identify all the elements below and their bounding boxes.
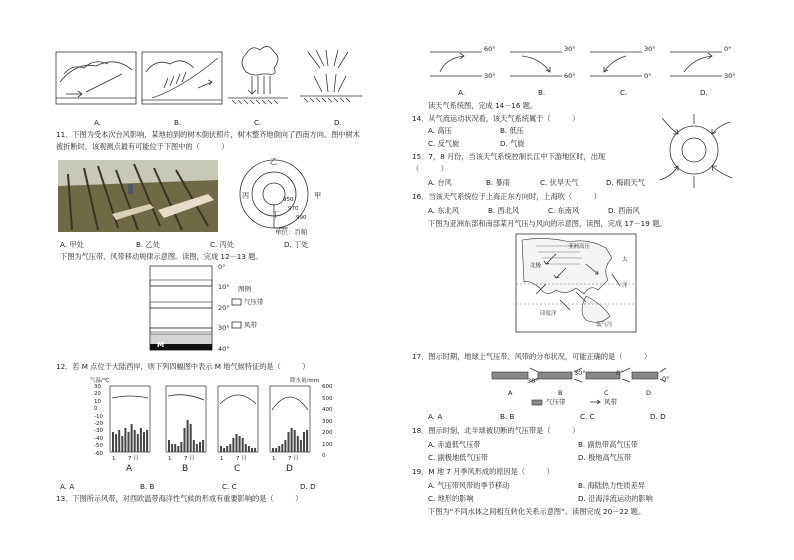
legend-pressure-swatch	[232, 299, 242, 306]
climate-panel	[110, 386, 150, 452]
wind-b-lat-top: 30°	[564, 45, 576, 53]
precip-bar	[168, 440, 170, 452]
q16-option-c[interactable]: C. 东南风	[548, 206, 580, 215]
precip-bar	[121, 436, 123, 452]
isobar-value-970: 970	[288, 206, 299, 212]
precip-bar	[193, 440, 195, 452]
belt-lat-10: 10°	[218, 283, 230, 291]
precip-bar	[242, 438, 244, 452]
temp-tick: 30	[94, 384, 101, 390]
temp-tick: 0	[94, 406, 98, 413]
q15-option-d[interactable]: D. 梅雨天气	[606, 178, 645, 187]
isobar-value-950: 950	[283, 197, 294, 203]
wind-c-lat-bottom: 0°	[644, 72, 652, 80]
top-option-d[interactable]: D.	[700, 88, 708, 97]
temp-tick: 20	[94, 391, 101, 398]
precip-bar	[229, 444, 231, 452]
q11-text-line1: 11．下图为受本次台风影响，某地拍到的树木倒伏照片，树木整齐地倒向了西南方向。图中树木	[56, 130, 360, 139]
temperature-curve	[168, 395, 204, 400]
precip-bar	[275, 448, 277, 452]
map-label-pacific: 太	[622, 257, 628, 263]
q18-option-a[interactable]: A. 赤道低气压带	[428, 440, 481, 449]
precip-tick: 400	[322, 407, 333, 413]
precip-tick: 200	[322, 430, 333, 436]
month-tick: 1	[168, 456, 172, 462]
q15-blank: （ ）	[412, 164, 448, 173]
precip-bar	[118, 430, 120, 452]
q10-option-d[interactable]: D.	[334, 118, 342, 127]
precip-bar	[248, 446, 250, 452]
precip-bar	[254, 448, 256, 452]
q14-option-b[interactable]: B. 低压	[500, 126, 524, 135]
precip-bar	[284, 440, 286, 452]
precip-bar	[146, 430, 148, 452]
precip-bar	[131, 424, 133, 452]
map-label-indian-ocean: 印度洋	[540, 311, 557, 317]
wind-a-lat-top: 60°	[484, 45, 496, 53]
temperature-curve	[220, 395, 256, 404]
wind-d-lat-top: 0°	[724, 45, 732, 53]
precip-bar	[115, 434, 117, 452]
precip-bar	[303, 432, 305, 452]
precip-bar	[190, 424, 192, 452]
precip-tick: 600	[322, 384, 333, 390]
precip-tick: 300	[322, 418, 333, 425]
precip-bar	[202, 440, 204, 452]
q10-diagram-c	[228, 42, 288, 104]
q19-option-a[interactable]: A. 气压带风带的季节移动	[428, 481, 510, 490]
belt-lat-0: 0°	[218, 263, 226, 271]
belt-lat-40: 40°	[218, 345, 230, 353]
precip-bar	[196, 444, 198, 452]
fallen-trees-photo	[58, 160, 218, 232]
temp-tick: -50	[94, 443, 103, 450]
q10-option-a[interactable]: A.	[94, 118, 102, 127]
climate-ylabel-temp: 气温/℃	[90, 378, 110, 384]
map-label-high-pressure: 亚洲高压	[568, 244, 591, 250]
temp-tick: -10	[94, 413, 103, 420]
precip-bar	[291, 428, 293, 452]
precip-bar	[294, 430, 296, 452]
month-tick: 7 月	[236, 456, 247, 462]
belt-lat-20: 20°	[218, 304, 230, 312]
precip-bar	[187, 420, 189, 452]
precip-bar	[251, 448, 253, 452]
precip-bar	[137, 434, 139, 452]
q12-option-b[interactable]: B. B	[140, 482, 155, 491]
q19-option-d[interactable]: D. 沿海洋流运动的影响	[578, 494, 653, 503]
month-tick: 7 月	[288, 456, 299, 462]
q12-text: 12．若 M 点位于大陆西岸，则下列四幅图中表示 M 地气候特征的是（ ）	[56, 362, 310, 371]
q10-diagram-d	[300, 46, 362, 104]
q17-letter-b: B	[558, 389, 563, 397]
q12-option-c[interactable]: C. C	[222, 482, 237, 491]
precip-bar	[220, 446, 222, 452]
temp-tick: -40	[94, 435, 103, 442]
intro-17-19: 下图为亚洲东部和南部某月气压与风向的示意图，读图，完成 17－19 题。	[428, 219, 667, 228]
top-option-b[interactable]: B.	[538, 88, 546, 97]
month-tick: 1	[272, 456, 276, 462]
precip-bar	[140, 428, 142, 452]
isobar-label-ding: 丁	[272, 210, 280, 219]
precip-bar	[174, 444, 176, 452]
precip-bar	[171, 444, 173, 452]
legend-wind-label: 风带	[244, 321, 257, 329]
intro-12-13: 下图为气压带、风带移动规律示意图。读图，完成 12－13 题。	[60, 252, 263, 261]
wind-c-lat-top: 30°	[644, 45, 656, 53]
q16-option-a[interactable]: A. 东北风	[428, 206, 459, 215]
isobar-label-jia: 甲	[314, 191, 322, 200]
intro-14-16: 读天气系统图，完成 14－16 题。	[428, 101, 538, 110]
q10-diagram-a	[56, 52, 136, 104]
q19-text: 19．M 地 7 月季风形成的原因是（ ）	[412, 467, 554, 476]
cyclone-system-diagram	[656, 110, 736, 192]
q11-option-a[interactable]: A. 甲处	[60, 240, 84, 249]
top-option-a[interactable]: A.	[458, 88, 466, 97]
q11-option-c[interactable]: C. 丙处	[210, 240, 234, 249]
q10-diagram-b	[142, 52, 222, 104]
precip-tick: 100	[322, 441, 333, 448]
temperature-curve	[272, 397, 308, 410]
temperature-curve	[112, 396, 148, 398]
climate-chart-letter: D	[286, 464, 293, 474]
climate-chart-letter: A	[126, 464, 133, 474]
q17-letter-d: D	[646, 389, 652, 397]
intro-20-22: 下图为“不同水体之间相互转化关系示意图”。读图完成 20－22 题。	[428, 507, 646, 516]
precip-bar	[281, 444, 283, 452]
q18-option-d[interactable]: D. 极地高气压带	[578, 453, 632, 462]
q14-option-a[interactable]: A. 高压	[428, 126, 452, 135]
q12-option-a[interactable]: A. A	[60, 482, 75, 491]
isobar-label-yi: 乙	[270, 157, 278, 166]
q17-lat-0b: 0°	[662, 375, 670, 383]
q17-legend-wind: 风带	[604, 398, 617, 406]
q19-option-b[interactable]: B. 海陆热力性质差异	[578, 481, 646, 490]
temp-tick: 10	[94, 398, 101, 405]
precip-bar	[300, 440, 302, 452]
wind-d-lat-bottom: 30°	[724, 72, 736, 80]
q17-option-a[interactable]: A. A	[428, 412, 443, 421]
isobar-unit: 单位：百帕	[275, 228, 308, 236]
q17-letter-a: A	[508, 389, 513, 397]
q17-letter-c: C	[604, 389, 609, 397]
q13-text: 13．下图所示风带，对西欧温带海洋性气候的形成有重要影响的是（ ）	[56, 494, 303, 503]
legend-title: 图例	[238, 285, 251, 293]
q14-text: 14．从气流运动状况看，该天气系统属于（ ）	[412, 114, 580, 123]
precip-bar	[199, 442, 201, 452]
temp-tick: -30	[94, 428, 103, 435]
precip-bar	[184, 428, 186, 452]
q18-option-b[interactable]: B. 副热带高气压带	[578, 440, 638, 449]
q15-option-c[interactable]: C. 伏旱天气	[540, 178, 579, 187]
climate-ylabel-precip: 降水量/mm	[290, 378, 320, 384]
wind-a-lat-bottom: 30°	[484, 72, 496, 80]
q11-text-line2: 被折断时，该观测点最有可能位于下图中的（ ）	[56, 142, 229, 151]
precip-bar	[245, 444, 247, 452]
wind-belt-c	[590, 48, 646, 80]
isobar-value-990: 990	[296, 215, 307, 221]
q16-option-d[interactable]: D. 西南风	[608, 206, 640, 215]
month-tick: 1	[112, 456, 116, 462]
q17-option-c[interactable]: C. C	[580, 412, 595, 421]
legend-pressure-label: 气压带	[244, 298, 264, 306]
q19-option-c[interactable]: C. 地形的影响	[428, 494, 474, 503]
q15-text: 15．7，8 月份，当该天气系统控制长江中下游地区时，出现	[412, 152, 606, 161]
precip-bar	[306, 430, 308, 452]
month-tick: 1	[220, 456, 224, 462]
q15-option-a[interactable]: A. 台风	[428, 178, 452, 187]
q17-lat-30b: 30°	[574, 369, 586, 377]
precip-bar	[223, 448, 225, 452]
map-label-low-pressure: 低气压	[596, 322, 613, 328]
q18-option-c[interactable]: C. 副极地低气压带	[428, 453, 488, 462]
temp-tick: -20	[94, 421, 103, 427]
precip-bar	[226, 446, 228, 452]
belt-lat-30: 30°	[218, 324, 230, 332]
q14-option-c[interactable]: C. 反气旋	[428, 139, 460, 148]
q10-option-c[interactable]: C.	[254, 118, 262, 127]
q15-option-b[interactable]: B. 暴雨	[486, 178, 510, 187]
precip-bar	[272, 448, 274, 452]
precip-bar	[124, 428, 126, 452]
precip-bar	[232, 438, 234, 452]
q10-option-b[interactable]: B.	[174, 118, 182, 127]
q16-text: 16．当该天气系统位于上海正东方向时，上海吹（ ）	[412, 192, 601, 201]
map-label-north-pole: 北极	[530, 263, 542, 269]
climate-chart-letter: C	[234, 464, 241, 474]
precip-tick: 500	[322, 395, 333, 402]
precip-bar	[239, 436, 241, 452]
precip-bar	[128, 432, 130, 452]
wind-belt-d	[670, 48, 726, 80]
precip-bar	[297, 436, 299, 452]
precip-bar	[278, 446, 280, 452]
month-tick: 7 月	[128, 456, 139, 462]
q17-option-d[interactable]: D. D	[650, 412, 666, 421]
isobar-label-bing: 丙	[242, 191, 250, 200]
q12-option-d[interactable]: D. D	[300, 482, 316, 491]
precip-bar	[112, 432, 114, 452]
precip-bar	[236, 434, 238, 452]
belt-m-label: M	[157, 340, 165, 349]
q16-option-b[interactable]: B. 西北风	[488, 206, 520, 215]
map-label-ocean: 洋	[622, 283, 628, 289]
precip-bar	[143, 432, 145, 452]
climate-chart-letter: B	[182, 464, 189, 474]
q17-text: 17．图示时期，地球上气压带、风带的分布状况，可能正确的是（ ）	[412, 352, 652, 361]
q11-option-d[interactable]: D. 丁处	[284, 240, 309, 249]
q17-lat-0a: 0°	[616, 369, 624, 377]
legend-wind-swatch	[232, 322, 242, 329]
q17-option-b[interactable]: B. B	[500, 412, 515, 421]
month-tick: 7 月	[184, 456, 195, 462]
wind-b-lat-bottom: 60°	[564, 72, 576, 80]
top-option-c[interactable]: C.	[620, 88, 628, 97]
wind-belt-a	[430, 48, 486, 80]
climate-charts	[110, 386, 320, 458]
climate-panel	[166, 386, 206, 452]
precip-bar	[180, 442, 182, 452]
q11-option-b[interactable]: B. 乙处	[136, 240, 160, 249]
climate-panel	[270, 386, 310, 452]
q17-legend-pressure: 气压带	[546, 398, 566, 406]
precip-bar	[134, 430, 136, 452]
climate-panel	[218, 386, 258, 452]
q14-option-d[interactable]: D. 气旋	[500, 139, 525, 148]
temp-tick: -60	[94, 450, 103, 457]
precip-bar	[288, 432, 290, 452]
q18-text: 18．图示时刻，北半球被切断的气压带是（ ）	[412, 426, 580, 435]
precip-tick: 0	[322, 453, 326, 459]
wind-belt-b	[510, 48, 566, 80]
q17-lat-30a: 30°	[527, 377, 539, 385]
precip-bar	[177, 446, 179, 452]
